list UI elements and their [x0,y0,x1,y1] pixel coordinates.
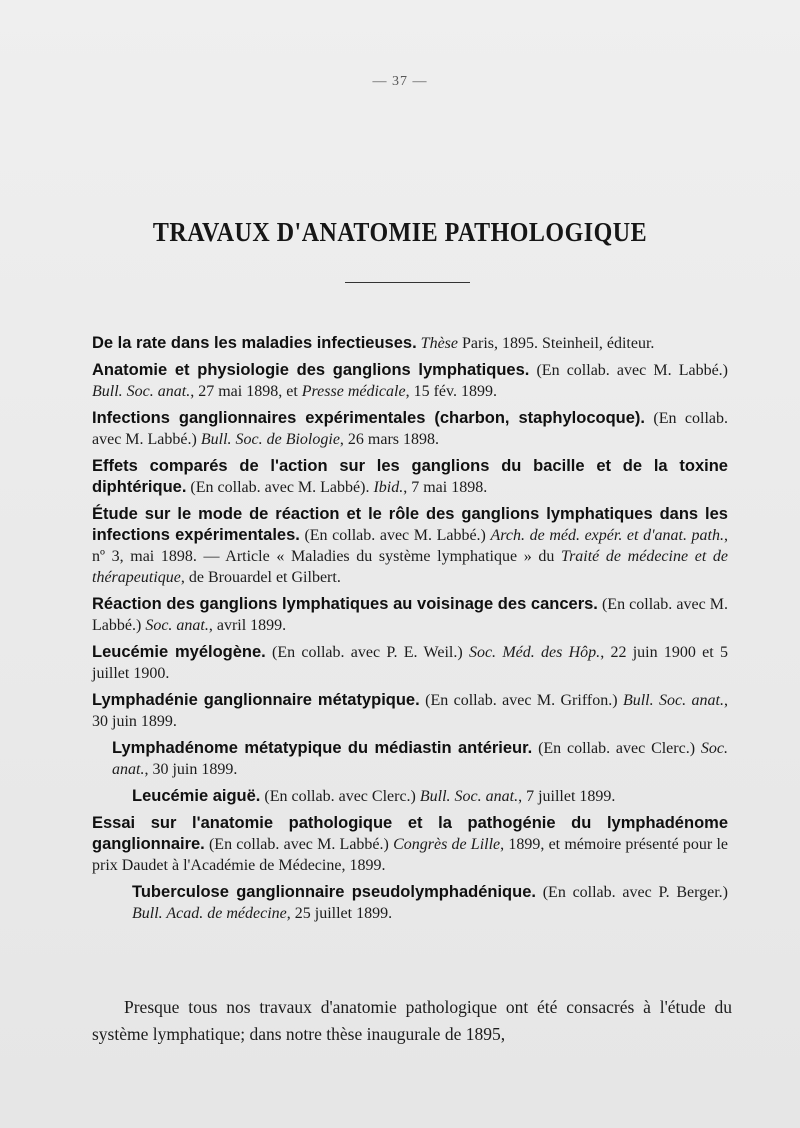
entry-details: (En collab. avec M. Labbé.) [299,527,491,544]
publication-entry [92,594,728,636]
entry-details: (En collab. avec M. Labbé.) [204,836,394,853]
entry-journal: Soc. Méd. des Hôp. [468,644,601,661]
entry-details: , 22 juin 1900 et 5 juillet 1900. [92,644,728,682]
publication-entry [92,504,728,588]
entry-journal: Presse médicale [301,383,406,400]
entry-details: (En collab. avec M. Labbé.) [529,362,729,379]
entry-details: (En collab. avec M. Labbé.) [92,410,728,448]
entry-title: Essai sur l'anatomie pathologique et la pathogénie du lymphadénome ganglionnaire. [92,814,728,853]
entry-journal: Arch. de méd. expér. et d'anat. path. [490,527,724,544]
entry-journal: Bull. Acad. de médecine [132,905,287,922]
publication-entry [92,408,728,450]
entry-journal: Bull. Soc. anat. [92,383,191,400]
entry-journal: Soc. anat. [145,617,209,634]
publication-entry [92,690,728,732]
entry-journal: Bull. Soc. anat. [622,692,724,709]
entry-title: Tuberculose ganglionnaire pseudolymphadénique. [132,883,536,901]
entry-details: , 27 mai 1898, et [190,383,302,400]
entry-journal: Thèse [420,335,458,352]
entry-journal: Soc. anat. [112,740,728,778]
entry-details: , 26 mars 1898. [339,431,440,448]
publication-entry [92,882,728,924]
entry-details: , 15 fév. 1899. [405,383,497,400]
entry-title: De la rate dans les maladies infectieuses. [92,334,417,352]
publication-entry [92,456,728,498]
entry-title: Étude sur le mode de réaction et le rôle des ganglions lymphatiques dans les infections expérimentales. [92,505,728,544]
entry-title: Leucémie aiguë. [132,787,261,805]
entry-details: Paris, 1895. Steinheil, éditeur. [458,335,655,352]
entry-details: (En collab. avec Clerc.) [532,740,701,757]
entry-title: Infections ganglionnaires expérimentales (charbon, staphylocoque). [92,409,646,427]
publication-entry [92,333,728,354]
entry-journal: Bull. Soc. de Biologie [200,431,340,448]
entry-details: , 25 juillet 1899. [286,905,393,922]
entry-title: Leucémie myélogène. [92,643,266,661]
title-rule [345,282,470,283]
entry-details: (En collab. avec M. Labbé.) [92,596,728,634]
entry-details: , de Brouardel et Gilbert. [180,569,341,586]
entry-details: , 30 juin 1899. [92,692,728,730]
page-number: — 37 — [372,74,428,89]
entry-journal: Bull. Soc. anat. [419,788,519,805]
entry-details: (En collab. avec M. Labbé). [186,479,374,496]
entry-details: , nº 3, mai 1898. — Article « Maladies du système lymphatique » du [92,527,728,565]
publication-entry [92,642,728,684]
entry-details: , avril 1899. [208,617,287,634]
entry-title: Lymphadénome métatypique du médiastin antérieur. [112,739,533,757]
publication-entry [92,360,728,402]
entry-details: (En collab. avec P. E. Weil.) [265,644,469,661]
entry-title: Lymphadénie ganglionnaire métatypique. [92,691,420,709]
entry-journal: Traité de médecine et de thérapeutique [92,548,729,586]
publication-list [92,333,728,930]
entry-details: , 1899, et mémoire présenté pour le prix Daudet à l'Académie de Médecine, 1899. [92,836,729,874]
entry-details: , 30 juin 1899. [144,761,238,778]
entry-journal: Congrès de Lille [393,836,501,853]
section-title: TRAVAUX D'ANATOMIE PATHOLOGIQUE [152,217,648,248]
publication-entry [92,786,728,807]
entry-details: (En collab. avec P. Berger.) [535,884,729,901]
entry-title: Réaction des ganglions lymphatiques au voisinage des cancers. [92,595,598,613]
body-paragraph [92,994,732,1048]
entry-details: (En collab. avec M. Griffon.) [419,692,623,709]
publication-entry [92,738,728,780]
entry-journal: Ibid. [373,479,404,496]
entry-details: , 7 juillet 1899. [518,788,616,805]
entry-details: , 7 mai 1898. [403,479,488,496]
publication-entry [92,813,728,876]
paragraph-text: Presque tous nos travaux d'anatomie pathologique ont été consacrés à l'étude du système lymphatique; dans notre thèse inaugurale de 1895, [92,997,732,1044]
entry-title: Effets comparés de l'action sur les ganglions du bacille et de la toxine diphtérique. [92,457,728,496]
entry-details: (En collab. avec Clerc.) [260,788,420,805]
entry-title: Anatomie et physiologie des ganglions lymphatiques. [92,361,530,379]
